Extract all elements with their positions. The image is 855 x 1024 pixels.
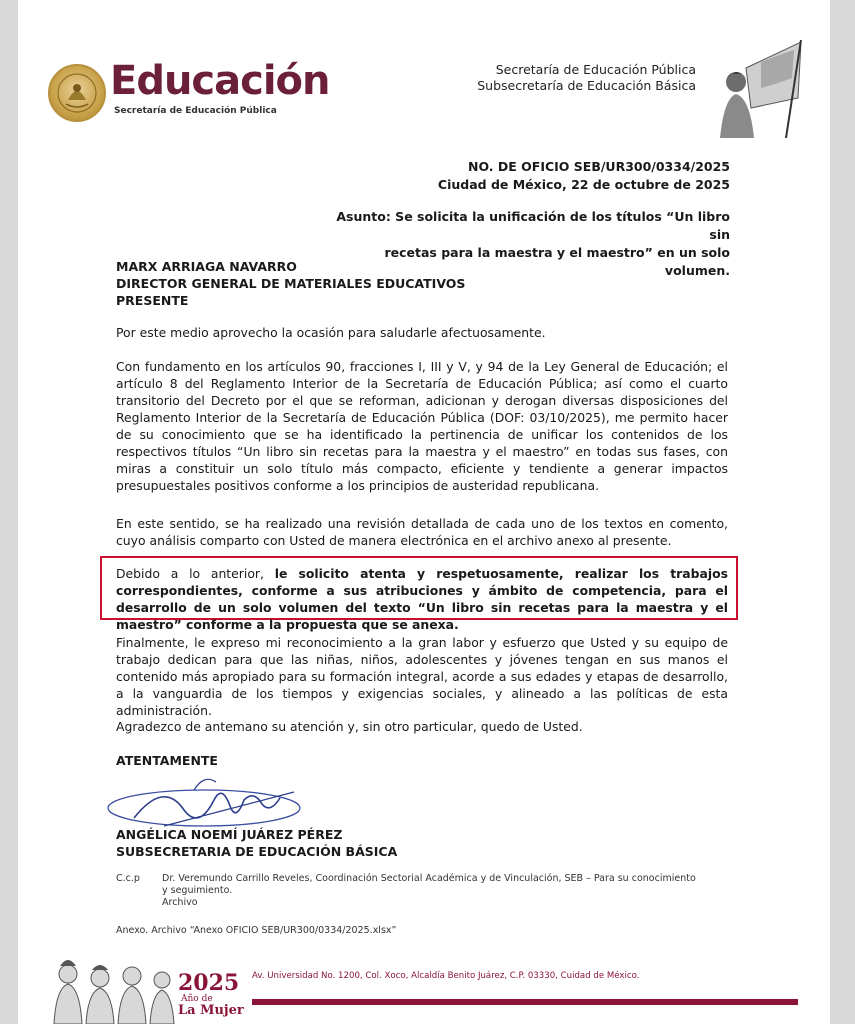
subject-line-1: Asunto: Se solicita la unificación de los títulos “Un libro sin (336, 209, 730, 242)
office-number: NO. DE OFICIO SEB/UR300/0334/2025 (467, 159, 730, 174)
place-date: Ciudad de México, 22 de octubre de 2025 (437, 177, 730, 192)
recipient-block (116, 258, 465, 309)
ccp-recipient: Dr. Veremundo Carrillo Reveles, Coordinación Sectorial Académica y de Vinculación, SEB – Para su conocimiento y seguimiento. (162, 873, 696, 896)
indigenous-women-illustration (48, 952, 178, 1024)
paragraph-review: En este sentido, se ha realizado una revisión detallada de cada uno de los textos en comento, cuyo análisis comparto con Usted de manera electrónica en el archivo anexo al presente. (116, 516, 728, 548)
request-intro: Debido a lo anterior, (116, 566, 275, 581)
flag-bearer-illustration (706, 38, 806, 138)
closing: ATENTAMENTE (116, 753, 218, 768)
ccp-label: C.c.p (116, 873, 140, 884)
department-header (477, 62, 696, 94)
signer-name: ANGÉLICA NOEMÍ JUÁREZ PÉREZ (116, 827, 343, 842)
signer-block (116, 826, 397, 860)
paragraph-request (116, 565, 728, 633)
paragraph-greeting: Por este medio aprovecho la ocasión para saludarle afectuosamente. (116, 325, 546, 340)
paragraph-thanks: Agradezco de antemano su atención y, sin otro particular, quedo de Usted. (116, 719, 583, 734)
ccp-archive: Archivo (162, 897, 198, 908)
paragraph-acknowledgment: Finalmente, le expreso mi reconocimiento a la gran labor y esfuerzo que Usted y su equipo de trabajo dedican para que las niñas, niños, adolescentes y jóvenes tengan en sus manos el contenido más apropiado para su formación integral, acorde a sus edades y etapas de desarrollo, a la vanguardia de los tiempos y exigencias sociales, y alineado a las políticas de esta administración. (116, 635, 728, 718)
department-line-1: Secretaría de Educación Pública (495, 62, 696, 77)
recipient-presente: PRESENTE (116, 293, 189, 308)
national-seal-icon (48, 64, 106, 122)
office-references (438, 158, 730, 194)
request-bold: le solicito atenta y respetuosamente, realizar los trabajos correspondientes, conforme a sus atribuciones y ámbito de competencia, para el desarrollo de un solo volumen del texto “Un libro sin recetas para la maestra y el maestro” conforme a la propuesta que se anexa. (116, 566, 728, 632)
department-line-2: Subsecretaría de Educación Básica (477, 78, 696, 93)
footer-address: Av. Universidad No. 1200, Col. Xoco, Alcaldía Benito Juárez, C.P. 03330, Cuidad de México. (252, 971, 640, 981)
document-page (18, 0, 830, 1024)
footer-year-sub2: La Mujer (178, 1003, 244, 1018)
logo-wordmark: Educación (110, 58, 330, 104)
footer-bar (252, 999, 798, 1005)
recipient-title: DIRECTOR GENERAL DE MATERIALES EDUCATIVOS (116, 276, 466, 291)
footer-year: 2025 (178, 970, 240, 996)
signer-title: SUBSECRETARIA DE EDUCACIÓN BÁSICA (116, 844, 398, 859)
logo-subtitle: Secretaría de Educación Pública (114, 106, 277, 116)
paragraph-legal-basis: Con fundamento en los artículos 90, fracciones I, III y V, y 94 de la Ley General de Educación; el artículo 8 del Reglamento Interior de la Secretaría de Educación Pública; así como el cuarto transitorio del Decreto por el que se reforman, adicionan y derogan diversas disposiciones del Reglamento Interior de la Secretaría de Educación Pública (DOF: 03/10/2025), me permito hacer de su conocimiento que se ha identificado la pertinencia de unificar los contenidos de los respectivos títulos “Un libro sin recetas para la maestra y el maestro” en todas sus fases, con miras a constituir un solo título más compacto, eficiente y tendiente a generar impactos presupuestales positivos conforme a los principios de austeridad republicana. (116, 359, 728, 493)
ccp-text (162, 873, 702, 909)
subject-line-2: recetas para la maestra y el maestro” en un solo volumen. (384, 245, 730, 278)
recipient-name: MARX ARRIAGA NAVARRO (116, 259, 297, 274)
footer-year-sub: Año de (181, 994, 213, 1004)
annex-note: Anexo. Archivo “Anexo OFICIO SEB/UR300/0334/2025.xlsx” (116, 925, 397, 936)
